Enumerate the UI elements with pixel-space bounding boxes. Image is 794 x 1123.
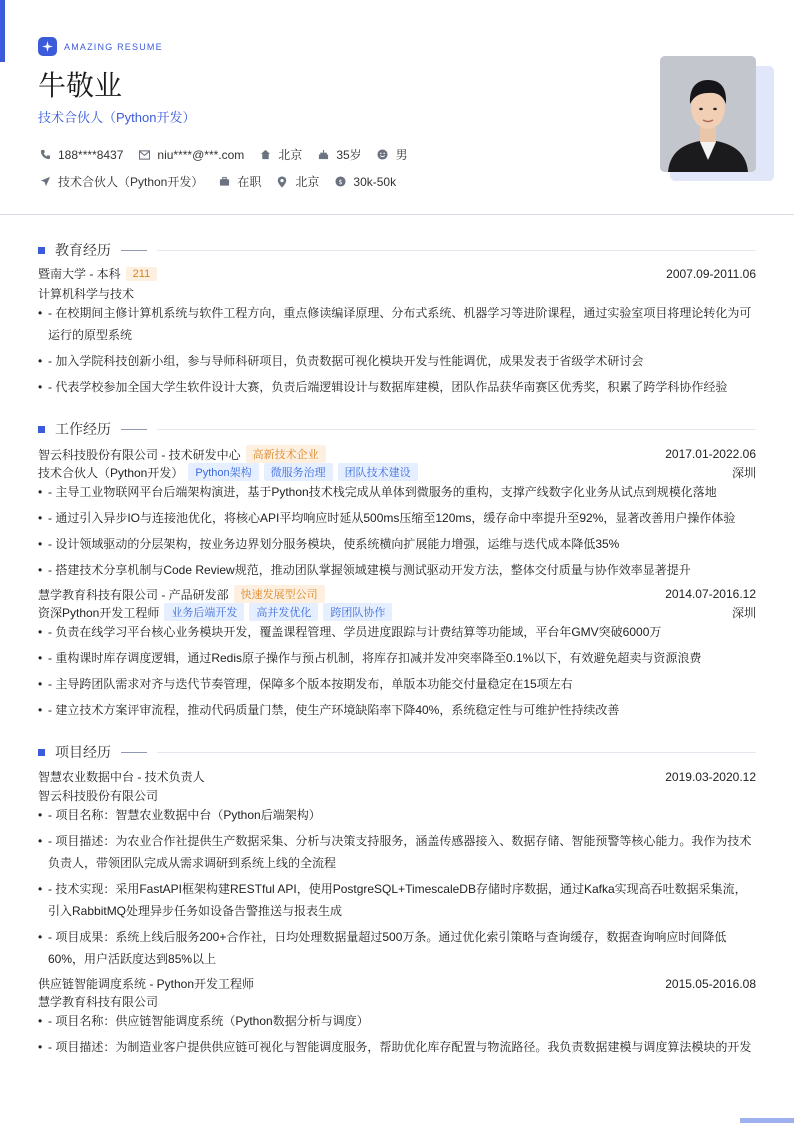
work-bullet: • - 负责在线学习平台核心业务模块开发，覆盖课程管理、学员进度跟踪与计费结算等功能域，平台年GMV突破6000万 <box>38 621 756 643</box>
mail-icon <box>137 148 151 162</box>
project-company-line <box>38 787 756 804</box>
work-date: 2014.07-2016.12 <box>665 587 756 601</box>
section-dot <box>38 247 45 254</box>
project-bullet: • - 技术实现：采用FastAPI框架构建RESTful API，使用PostgreSQL+TimescaleDB存储时序数据，通过Kafka实现高吞吐数据采集流，引入RabbitMQ处理异步任务如设备告警推送与报表生成 <box>38 878 756 922</box>
gender-item <box>376 146 408 163</box>
candidate-title: 技术合伙人（Python开发） <box>38 110 196 125</box>
intent-city-value: 北京 <box>295 175 320 189</box>
avatar <box>660 56 756 172</box>
skill-tag: 高并发优化 <box>249 603 318 621</box>
section-title-work: 工作经历 <box>55 421 111 437</box>
company-tag: 快速发展型公司 <box>234 585 325 603</box>
intent-row <box>38 173 410 190</box>
home-icon <box>258 148 272 162</box>
brand <box>38 37 163 56</box>
education-date: 2007.09-2011.06 <box>666 266 756 281</box>
phone-item <box>38 148 123 162</box>
status-item <box>217 173 261 190</box>
project-company: 慧学教育科技有限公司 <box>38 995 159 1009</box>
email-value: niu****@***.com <box>157 147 245 162</box>
section-divider-short <box>121 250 147 251</box>
project-bullet: • - 项目成果：系统上线后服务200+合作社，日均处理数据量超过500万条。通过优化索引策略与查询缓存，数据查询响应时间降低60%，用户活跃度达到85%以上 <box>38 926 756 970</box>
project-bullet: • - 项目名称：智慧农业数据中台（Python后端架构） <box>38 804 756 826</box>
project-header <box>38 975 756 992</box>
school-name: 暨南大学 - 本科 <box>38 267 121 281</box>
phone-value: 188****8437 <box>58 147 124 162</box>
city-item <box>258 146 302 163</box>
gender-value: 男 <box>395 148 408 162</box>
section-project <box>38 742 756 762</box>
project-header <box>38 768 756 785</box>
education-major-line <box>38 285 756 302</box>
skill-tag: Python架构 <box>188 463 258 481</box>
sparkle-icon <box>38 37 57 56</box>
work-company: 智云科技股份有限公司 - 技术研发中心 <box>38 447 241 462</box>
education-bullet: • - 加入学院科技创新小组，参与导师科研项目，负责数据可视化模块开发与性能调优，成果发表于省级学术研讨会 <box>38 350 756 372</box>
send-icon <box>38 175 52 189</box>
svg-text:$: $ <box>338 177 343 186</box>
project-bullet: • - 项目名称：供应链智能调度系统（Python数据分析与调度） <box>38 1010 756 1032</box>
briefcase-icon <box>217 175 231 189</box>
work-header <box>38 445 756 463</box>
section-dot <box>38 749 45 756</box>
skill-tag: 业务后端开发 <box>164 603 244 621</box>
work-bullet: • - 搭建技术分享机制与Code Review规范，推动团队掌握领域建模与测试驱动开发方法，整体交付质量与协作效率显著提升 <box>38 559 756 581</box>
education-major: 计算机科学与技术 <box>38 287 135 301</box>
project-date: 2015.05-2016.08 <box>665 976 756 991</box>
school-tag: 211 <box>126 267 158 281</box>
section-divider-long <box>157 752 756 753</box>
company-tag: 高新技术企业 <box>246 445 326 463</box>
work-city: 深圳 <box>731 605 756 620</box>
age-value: 35岁 <box>336 148 362 162</box>
section-education <box>38 240 756 260</box>
education-bullet: • - 在校期间主修计算机系统与软件工程方向，重点修读编译原理、分布式系统、机器学习等进阶课程，通过实验室项目将理论转化为可运行的原型系统 <box>38 302 756 346</box>
section-divider-short <box>121 752 147 753</box>
work-role: 资深Python开发工程师 <box>38 605 160 620</box>
salary-value: 30k-50k <box>353 174 397 189</box>
work-role: 技术合伙人（Python开发） <box>38 465 184 480</box>
status-value: 在职 <box>237 175 262 189</box>
contact-row <box>38 146 422 163</box>
phone-icon <box>38 148 52 162</box>
email-item <box>137 148 244 162</box>
project-date: 2019.03-2020.12 <box>665 769 756 784</box>
work-date: 2017.01-2022.06 <box>665 447 756 461</box>
project-title: 智慧农业数据中台 - 技术负责人 <box>38 770 205 784</box>
skill-tag: 跨团队协作 <box>323 603 392 621</box>
work-company: 慧学教育科技有限公司 - 产品研发部 <box>38 587 229 602</box>
position-value: 技术合伙人（Python开发） <box>58 175 204 189</box>
age-item <box>316 146 361 163</box>
intent-city-item <box>275 173 319 190</box>
project-company: 智云科技股份有限公司 <box>38 789 159 803</box>
candidate-name: 牛敬业 <box>38 70 123 101</box>
section-dot <box>38 426 45 433</box>
education-bullet: • - 代表学校参加全国大学生软件设计大赛，负责后端逻辑设计与数据库建模，团队作品获华南赛区优秀奖，积累了跨学科协作经验 <box>38 376 756 398</box>
location-pin-icon <box>275 175 289 189</box>
cake-icon <box>316 148 330 162</box>
project-title: 供应链智能调度系统 - Python开发工程师 <box>38 977 255 991</box>
project-bullet: • - 项目描述：为农业合作社提供生产数据采集、分析与决策支持服务，涵盖传感器接入、数据存储、智能预警等核心能力。我作为技术负责人，带领团队完成从需求调研到系统上线的全流程 <box>38 830 756 874</box>
work-bullet: • - 重构课时库存调度逻辑，通过Redis原子操作与预占机制，将库存扣减并发冲突率降至0.1%以下，有效避免超卖与资源浪费 <box>38 647 756 669</box>
section-divider-long <box>157 429 756 430</box>
education-header <box>38 265 756 282</box>
work-city: 深圳 <box>731 465 756 480</box>
salary-item <box>333 175 396 189</box>
section-divider-long <box>157 250 756 251</box>
skill-tag: 微服务治理 <box>264 463 333 481</box>
work-role-line <box>38 463 756 481</box>
project-bullet: • - 项目描述：为制造业客户提供供应链可视化与智能调度服务，帮助优化库存配置与物流路径。我负责数据建模与调度算法模块的开发 <box>38 1036 756 1058</box>
section-title-education: 教育经历 <box>55 242 111 258</box>
resume-header <box>0 0 794 215</box>
section-work <box>38 419 756 439</box>
section-divider-short <box>121 429 147 430</box>
smile-icon <box>376 148 390 162</box>
work-role-line <box>38 603 756 621</box>
work-bullet: • - 通过引入异步IO与连接池优化，将核心API平均响应时延从500ms压缩至120ms，缓存命中率提升至92%，显著改善用户操作体验 <box>38 507 756 529</box>
position-item <box>38 173 203 190</box>
work-header <box>38 585 756 603</box>
skill-tag: 团队技术建设 <box>338 463 418 481</box>
work-bullet: • - 设计领域驱动的分层架构，按业务边界划分服务模块，使系统横向扩展能力增强，运维与迭代成本降低35% <box>38 533 756 555</box>
work-bullet: • - 建立技术方案评审流程，推动代码质量门禁，使生产环境缺陷率下降40%，系统稳定性与可维护性持续改善 <box>38 699 756 721</box>
work-bullet: • - 主导跨团队需求对齐与迭代节奏管理，保障多个版本按期发布，单版本功能交付量稳定在15项左右 <box>38 673 756 695</box>
section-title-project: 项目经历 <box>55 744 111 760</box>
work-bullet: • - 主导工业物联网平台后端架构演进，基于Python技术栈完成从单体到微服务的重构，支撑产线数字化业务从试点到规模化落地 <box>38 481 756 503</box>
city-value: 北京 <box>278 148 303 162</box>
project-company-line <box>38 993 756 1010</box>
brand-text: AMAZING RESUME <box>64 41 163 52</box>
coin-icon <box>333 175 347 189</box>
accent-bar-bottom-right <box>740 1118 794 1123</box>
